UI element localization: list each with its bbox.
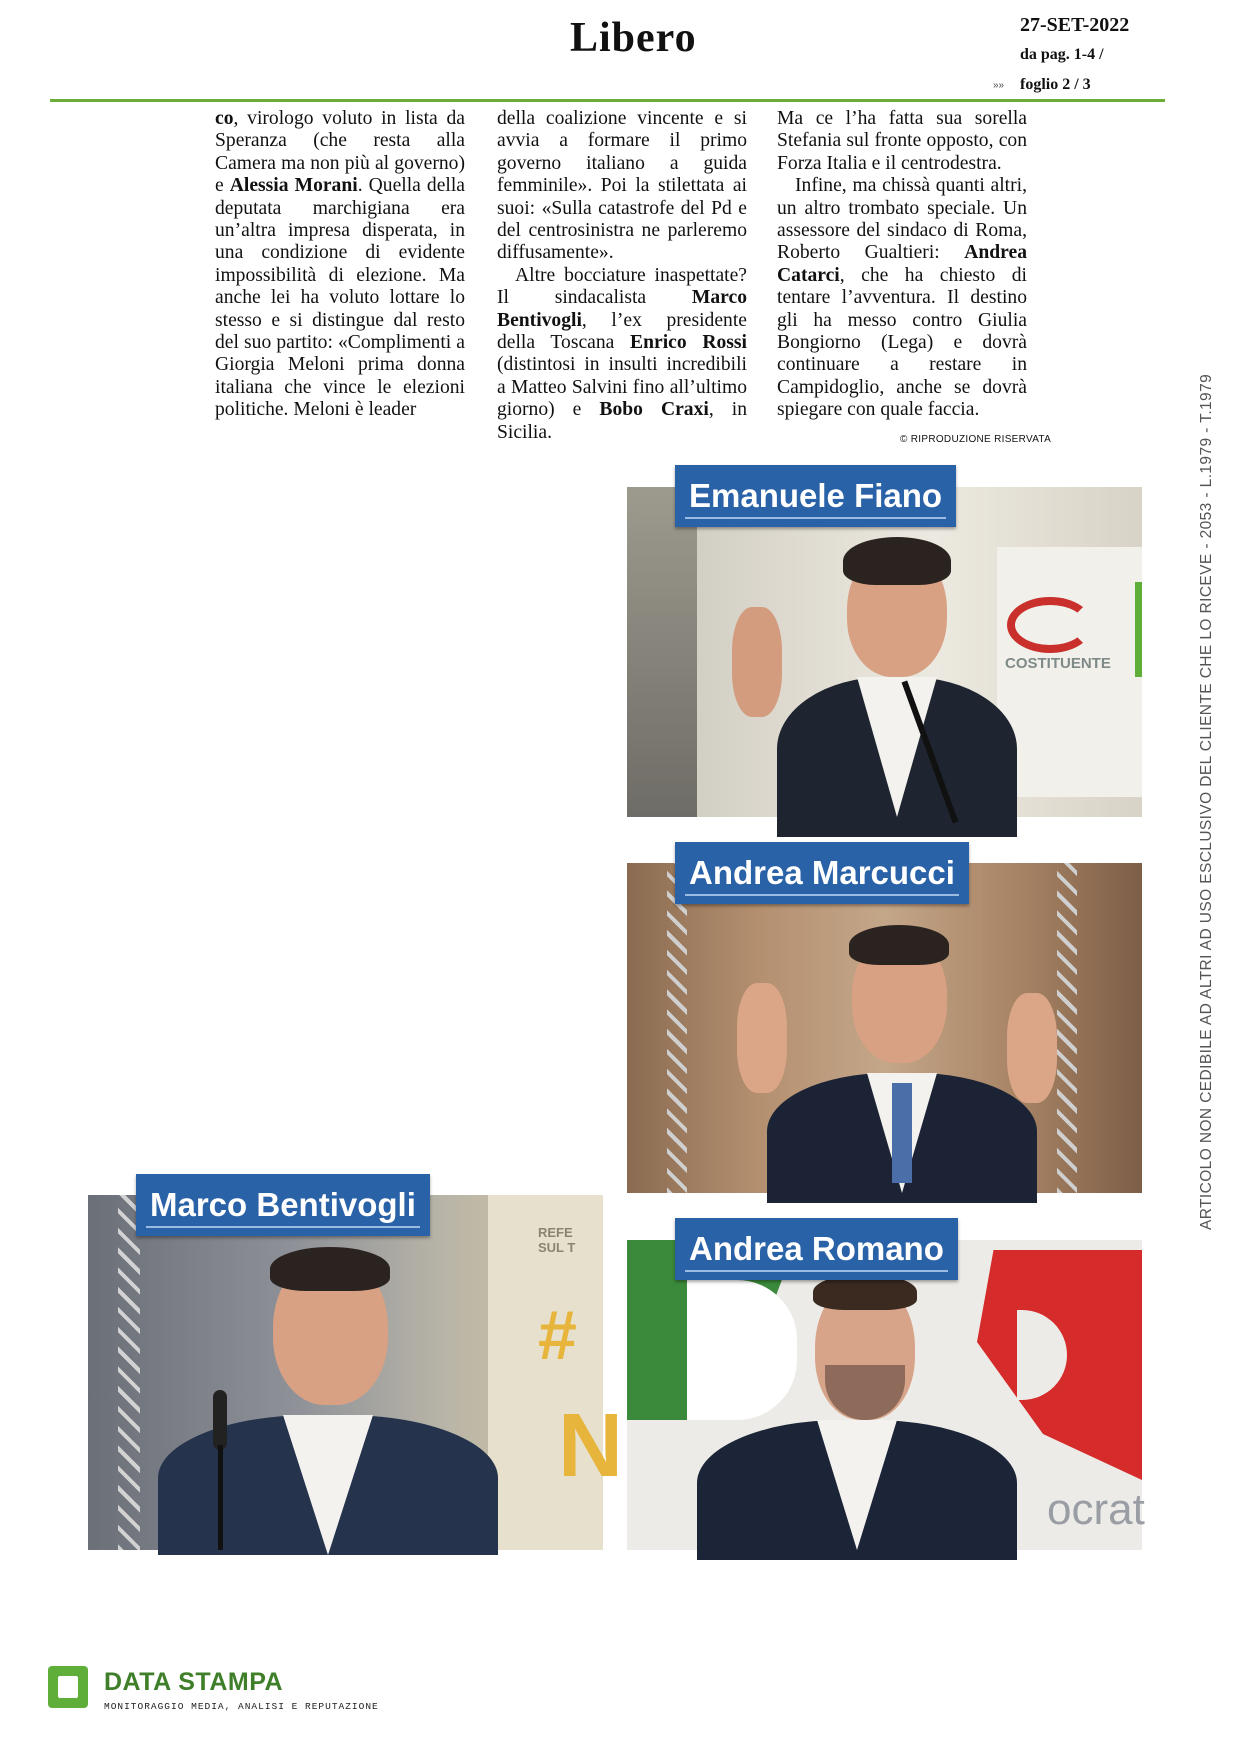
article-paragraph: Infine, ma chissà quanti altri, un altro trombato speciale. Un assessore del sindaco di Roma, Roberto Gualtieri: Andrea Catarci, che ha chiesto di tentare l’avventura. Il destino gli ha messo contro Giulia Bongiorno (Lega) e dovrà continuare a restare in Campidoglio, anche se dovrà spiegare con quale faccia.	[777, 175, 1027, 421]
backdrop-text: REFE SUL T	[538, 1225, 576, 1255]
bold-name: Marco Bentivogli	[497, 287, 747, 331]
masthead	[0, 0, 1245, 100]
bold-name: Enrico Rossi	[630, 332, 747, 354]
sheet-mark: »»	[993, 80, 1005, 91]
portrait	[777, 527, 1017, 817]
article-paragraph: della coalizione vincente e si avvia a formare il primo governo italiano a guida femminile». Poi la stilettata ai suoi: «Sulla catastrofe del Pd e del centrosinistra ne parleremo diffusamente».	[497, 108, 747, 264]
name-label-emanuele-fiano: Emanuele Fiano	[675, 465, 956, 527]
data-stampa-logo-icon	[48, 1666, 88, 1708]
publication-date: 27-SET-2022	[1020, 14, 1130, 36]
article-paragraph: co, virologo voluto in lista da Speranza (che resta alla Camera ma non più al governo) e Alessia Morani. Quella della deputata marchigiana era un’altra impresa disperata, in una condizione di evidente impossibilità di elezione. Ma anche lei ha voluto lottare lo stesso e si distingue dal resto del suo partito: «Complimenti a Giorgia Meloni prima donna italiana che vince le elezioni politiche. Meloni è leader	[215, 108, 465, 421]
footer-tagline: MONITORAGGIO MEDIA, ANALISI E REPUTAZIONE	[104, 1701, 379, 1712]
sheet-number: foglio 2 / 3	[1020, 76, 1091, 93]
article-paragraph: Ma ce l’ha fatta sua sorella Stefania sul fronte opposto, con Forza Italia e il centrodestra.	[777, 108, 1027, 174]
portrait	[737, 903, 1057, 1193]
photo-marco-bentivogli: REFE SUL T # N	[88, 1195, 603, 1550]
name-label-andrea-romano: Andrea Romano	[675, 1218, 958, 1280]
backdrop-text: COSTITUENTE	[1005, 655, 1111, 672]
article-paragraph: Altre bocciature inaspettate? Il sindacalista Marco Bentivogli, l’ex presidente della Toscana Enrico Rossi (distintosi in insulti incredibili a Matteo Salvini fino all’ultimo giorno) e Bobo Craxi, in Sicilia.	[497, 264, 747, 443]
photo-andrea-marcucci	[627, 863, 1142, 1193]
article-column-1	[215, 108, 465, 422]
header-divider	[50, 99, 1165, 102]
photo-emanuele-fiano	[627, 487, 1142, 817]
bold-name: Alessia Morani	[229, 175, 358, 197]
portrait	[697, 1270, 1037, 1550]
name-label-marco-bentivogli: Marco Bentivogli	[136, 1174, 430, 1236]
bold-name: Bobo Craxi	[599, 399, 709, 421]
bold-name: Andrea Catarci	[777, 242, 1027, 286]
bold-name: co	[215, 108, 234, 129]
footer-brand: DATA STAMPA	[104, 1668, 284, 1696]
portrait	[158, 1235, 498, 1550]
article-column-3	[777, 108, 1027, 422]
backdrop-text: ocrat	[1047, 1485, 1145, 1534]
page-range: da pag. 1-4 /	[1020, 46, 1104, 63]
article-column-2	[497, 108, 747, 444]
name-label-andrea-marcucci: Andrea Marcucci	[675, 842, 969, 904]
copyright-notice: © RIPRODUZIONE RISERVATA	[900, 434, 1052, 445]
newspaper-logo: Libero	[570, 15, 697, 61]
photo-andrea-romano	[627, 1240, 1145, 1550]
usage-notice: ARTICOLO NON CEDIBILE AD ALTRI AD USO ESCLUSIVO DEL CLIENTE CHE LO RICEVE - 2053 - L.1979 - T.1979	[1198, 373, 1215, 1230]
